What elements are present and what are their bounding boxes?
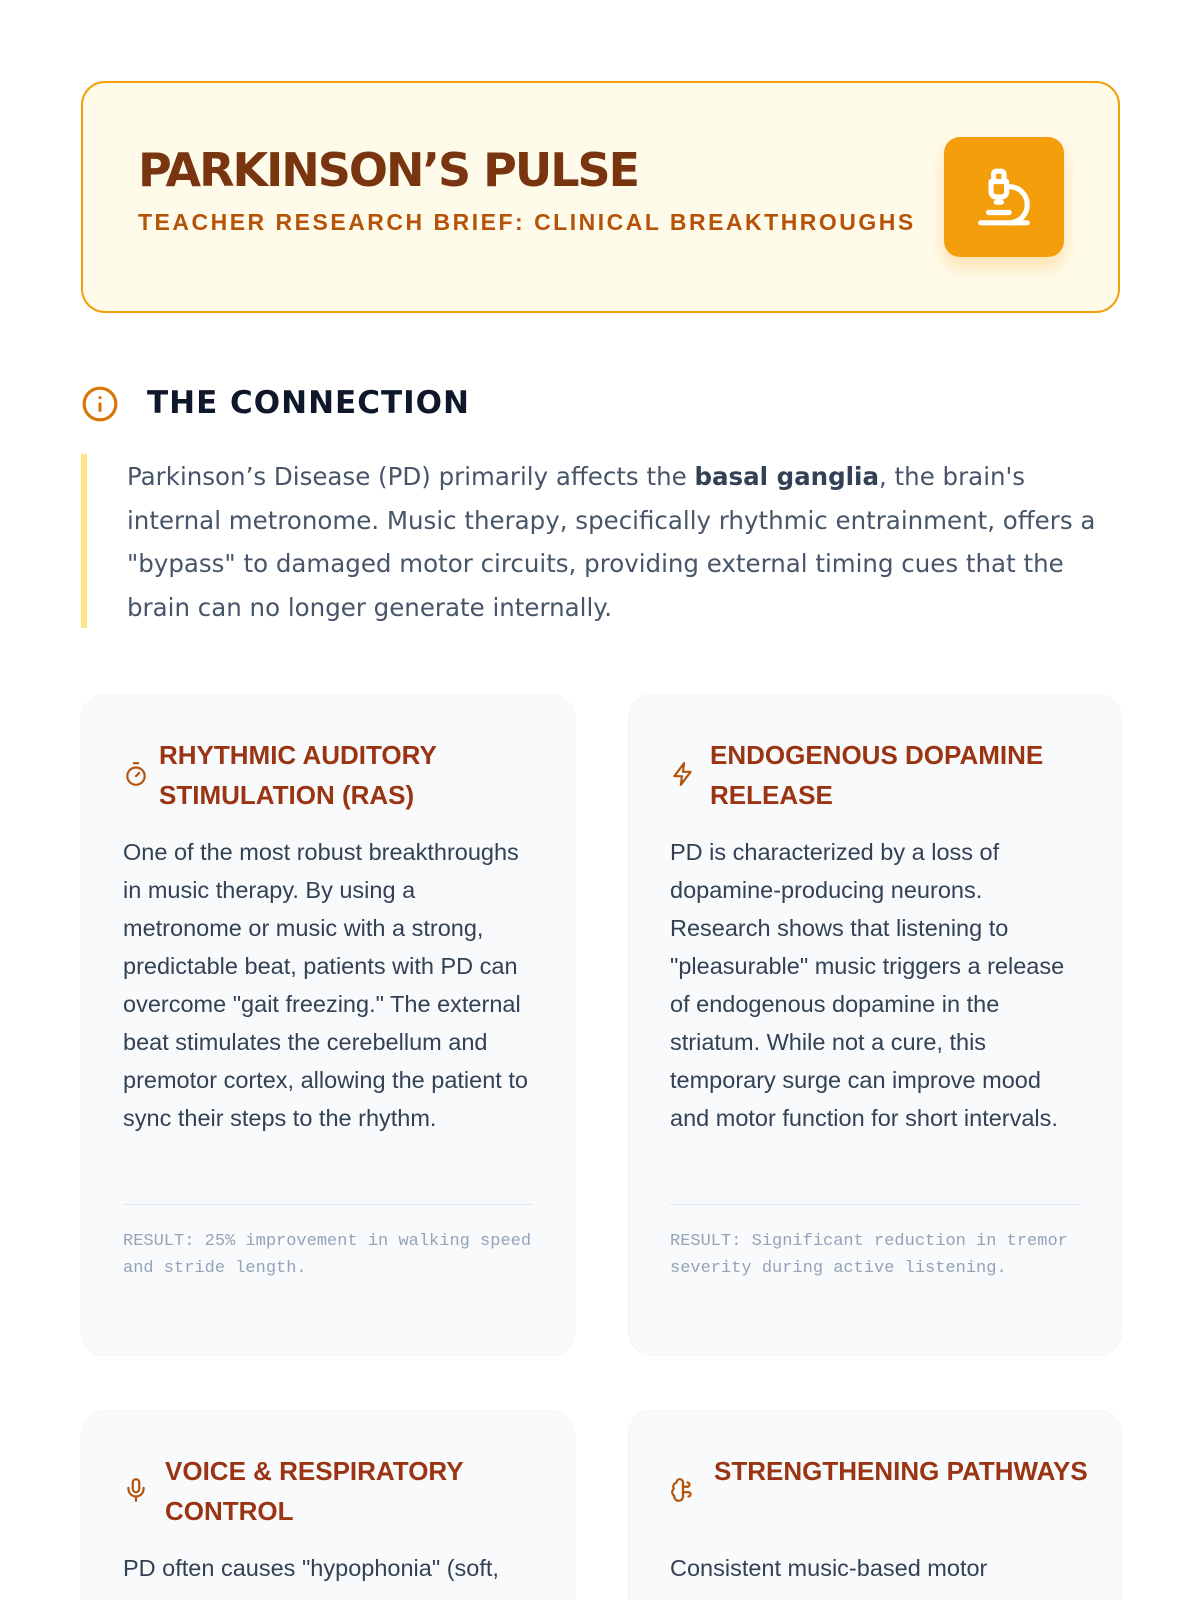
connection-heading [81, 382, 470, 426]
card-voice [81, 1410, 575, 1600]
key-term: basal ganglia [694, 462, 879, 491]
page-subtitle: TEACHER RESEARCH BRIEF: CLINICAL BREAKTHROUGHS [138, 209, 916, 235]
card-body: PD is characterized by a loss of dopamine-producing neurons. Research shows that listening to "pleasurable" music triggers a release of endogenous dopamine in the striatum. While not a cure, this temporary surge can improve mood and motor function for short intervals. [670, 839, 1065, 1131]
connection-quote [81, 454, 1121, 628]
microphone-icon [123, 1477, 149, 1503]
page-title: PARKINSON’S PULSE [138, 143, 639, 197]
section-title: THE CONNECTION [147, 385, 470, 421]
card-dopamine [628, 694, 1122, 1356]
info-icon [81, 385, 119, 423]
card-ras [81, 694, 575, 1356]
divider [670, 1204, 1080, 1205]
stopwatch-icon [123, 761, 149, 787]
card-body: PD often causes "hypophonia" (soft, [123, 1555, 499, 1581]
card-title: VOICE & RESPIRATORY CONTROL [165, 1456, 464, 1526]
card-title: ENDOGENOUS DOPAMINE RELEASE [710, 740, 1044, 810]
card-pathways [628, 1410, 1122, 1600]
brain-icon [670, 1477, 696, 1503]
card-title: STRENGTHENING PATHWAYS [714, 1456, 1088, 1486]
card-result: RESULT: 25% improvement in walking speed and stride length. [123, 1232, 532, 1278]
card-result: RESULT: Significant reduction in tremor severity during active listening. [670, 1232, 1068, 1278]
connection-text: Parkinson’s Disease (PD) primarily affects the basal ganglia, the brain's internal metronome. Music therapy, specifically rhythmic entrainment, offers a "bypass" to damaged motor circuits, providing external timing cues that the brain can no longer generate internally. [127, 462, 1096, 622]
header-banner [81, 81, 1120, 313]
microscope-icon [973, 166, 1035, 228]
zap-icon [670, 761, 696, 787]
card-title: RHYTHMIC AUDITORY STIMULATION (RAS) [159, 740, 437, 810]
header-badge [944, 137, 1064, 257]
card-body: Consistent music-based motor [670, 1555, 988, 1581]
divider [123, 1204, 533, 1205]
card-body: One of the most robust breakthroughs in music therapy. By using a metronome or music with a strong, predictable beat, patients with PD can overcome "gait freezing." The external beat stimulates the cerebellum and premotor cortex, allowing the patient to sync their steps to the rhythm. [123, 839, 528, 1131]
